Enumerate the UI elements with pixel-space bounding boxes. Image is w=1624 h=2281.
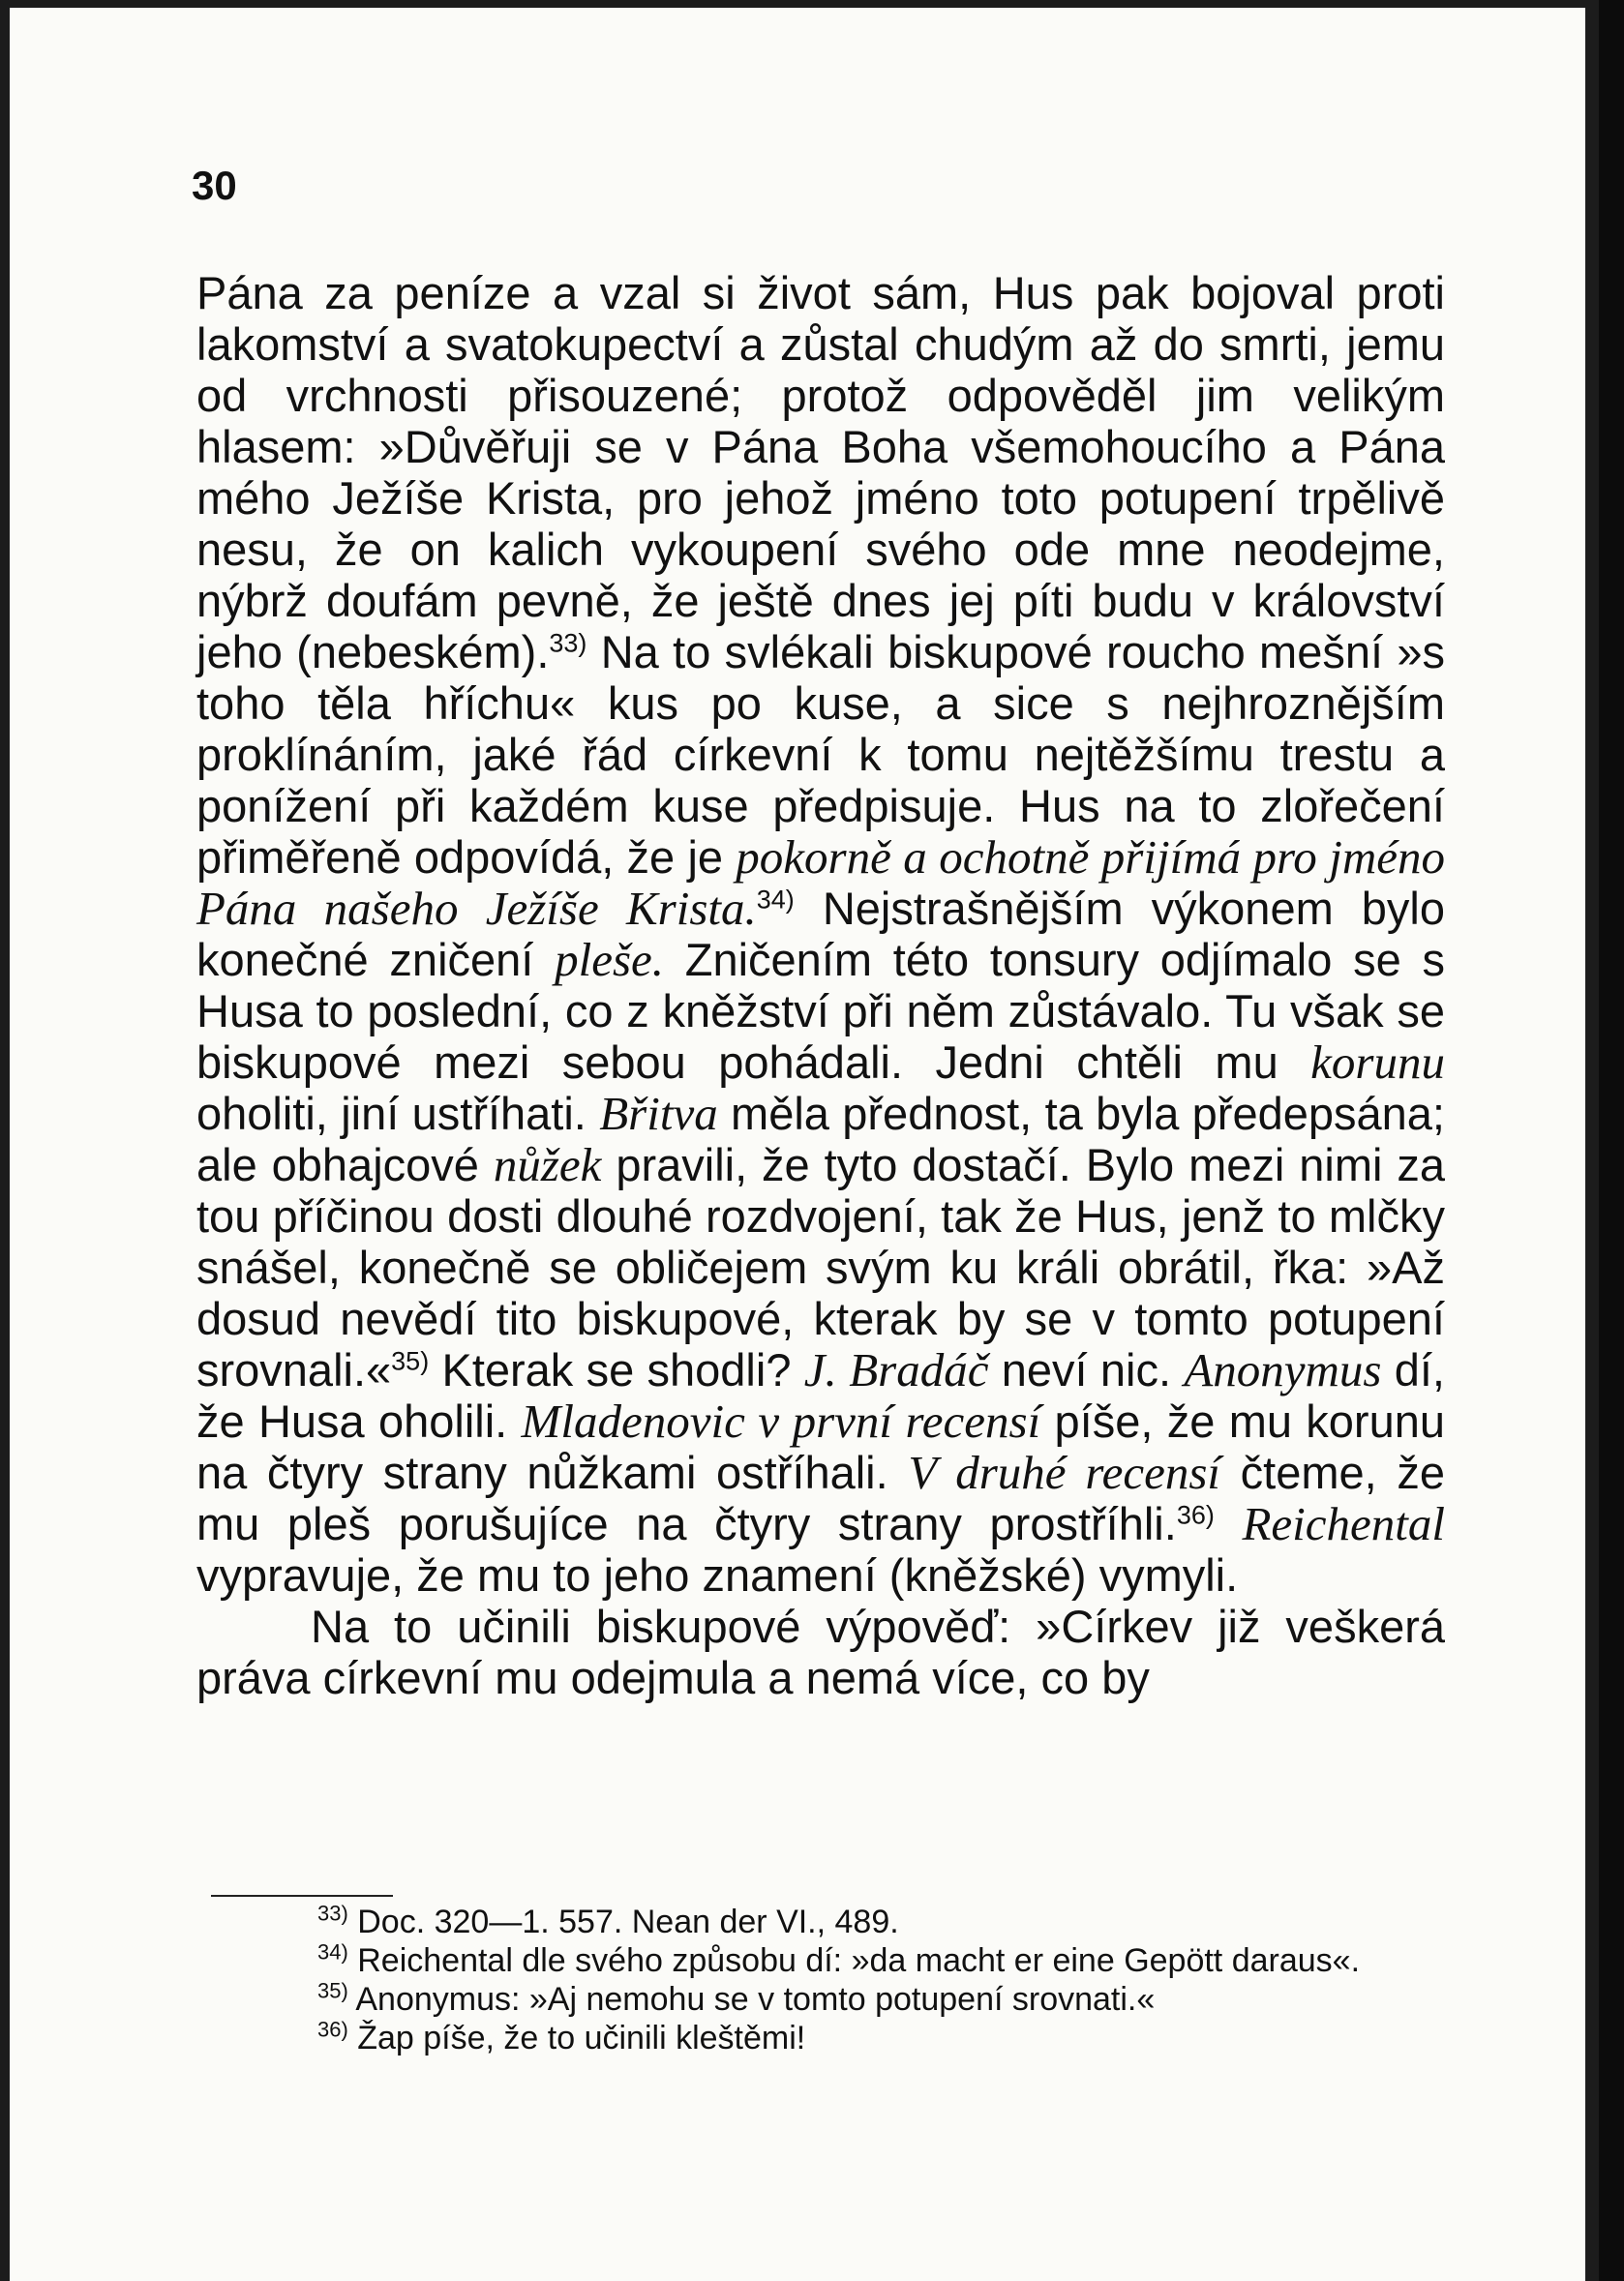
footnote: [221, 1903, 1445, 1941]
footnote-number: 36): [317, 2017, 348, 2042]
text-run: oholiti, jiní ustříhati.: [196, 1088, 600, 1139]
italic-text-run: pokorně a ochotně přijímá pro jméno Pána našeho Ježíše Krista.: [196, 830, 1445, 935]
italic-text-run: nůžek: [493, 1138, 602, 1191]
text-run: [1215, 1498, 1243, 1549]
scan-edge: [1599, 0, 1624, 2281]
text-run: Zničením této tonsury odjímalo se s Husa to poslední, co z kněžství při něm zůstávalo. Tu však se biskupové mezi sebou pohádali. Jedni chtěli mu: [196, 934, 1445, 1088]
paragraph: [196, 267, 1445, 1601]
page-number: 30: [192, 163, 237, 208]
footnote-reference: 35): [391, 1346, 430, 1376]
body-text: [196, 267, 1445, 1703]
text-run: Kterak se shodli?: [429, 1344, 804, 1396]
italic-text-run: V druhé recensí: [908, 1446, 1221, 1499]
italic-text-run: Reichental: [1242, 1497, 1445, 1550]
text-run: Na to svlékali biskupové roucho mešní »s toho těla hříchu« kus po kuse, a sice s nejhroznějším proklínáním, jaké řád církevní k tomu nejtěžšímu trestu a ponížení při každém kuse předpisuje. Hus na to zlořečení přiměřeně odpovídá, že je: [196, 626, 1445, 883]
footnote-text: Anonymus: »Aj nemohu se v tomto potupení srovnati.«: [347, 1981, 1156, 2018]
footnote-text: Reichental dle svého způsobu dí: »da macht er eine Gepött daraus«.: [347, 1942, 1361, 1979]
italic-text-run: korunu: [1310, 1035, 1445, 1089]
italic-text-run: pleše.: [555, 933, 665, 986]
footnote-reference: 34): [756, 885, 795, 915]
text-run: čteme, že mu pleš porušujíce na čtyry strany prostříhli.: [196, 1447, 1445, 1549]
footnote: [221, 1941, 1445, 1980]
footnote: [221, 2019, 1445, 2057]
text-run: dí, že Husa oholili.: [196, 1344, 1445, 1447]
italic-text-run: Břitva: [599, 1087, 718, 1140]
text-run: vypravuje, že mu to jeho znamení (kněžské) vymyli.: [196, 1549, 1239, 1601]
paragraph: [196, 1601, 1445, 1703]
book-page: [10, 8, 1585, 2281]
footnote-text: Žap píše, že to učinili kleštěmi!: [347, 2020, 806, 2056]
text-run: Na to učinili biskupové výpověď: »Církev již veškerá práva církevní mu odejmula a nemá více, co by: [196, 1601, 1445, 1703]
footnote-text: Doc. 320—1. 557. Nean der VI., 489.: [347, 1904, 899, 1940]
footnotes: [221, 1903, 1445, 2057]
text-run: Pána za peníze a vzal si život sám, Hus pak bojoval proti lakomství a svatokupectví a zůstal chudým až do smrti, jemu od vrchnosti přisouzené; protož odpověděl jim velikým hlasem: »Důvěřuji se v Pána Boha všemohoucího a Pána mého Ježíše Krista, pro jehož jméno toto potupení trpělivě nesu, že on kalich vykoupení svého ode mne neodejme, nýbrž doufám pevně, že ještě dnes jej píti budu v království jeho (nebeském).: [196, 267, 1445, 677]
italic-text-run: Mladenovic v první recensí: [521, 1395, 1041, 1448]
italic-text-run: Anonymus: [1184, 1343, 1382, 1396]
text-run: píše, že mu korunu na čtyry strany nůžkami ostříhali.: [196, 1396, 1446, 1498]
text-run: neví nic.: [988, 1344, 1185, 1396]
footnote-number: 33): [317, 1901, 348, 1926]
text-run: měla přednost, ta byla předepsána; ale obhajcové: [196, 1088, 1445, 1190]
italic-text-run: J. Bradáč: [803, 1343, 989, 1396]
footnote-reference: 36): [1176, 1500, 1215, 1530]
footnote-reference: 33): [549, 628, 587, 658]
footnote-number: 34): [317, 1939, 348, 1965]
footnote-number: 35): [317, 1978, 348, 2003]
footnote: [221, 1980, 1445, 2019]
text-run: Nejstrašnějším výkonem bylo konečné zničení: [196, 883, 1445, 985]
text-run: pravili, že tyto dostačí. Bylo mezi nimi za tou příčinou dosti dlouhé rozdvojení, tak že Hus, jenž to mlčky snášel, konečně se obličejem svým ku králi obrátil, řka: »Až dosud nevědí tito biskupové, kterak by se v tomto potupení srovnali.«: [196, 1139, 1445, 1396]
footnote-divider: [211, 1895, 393, 1897]
